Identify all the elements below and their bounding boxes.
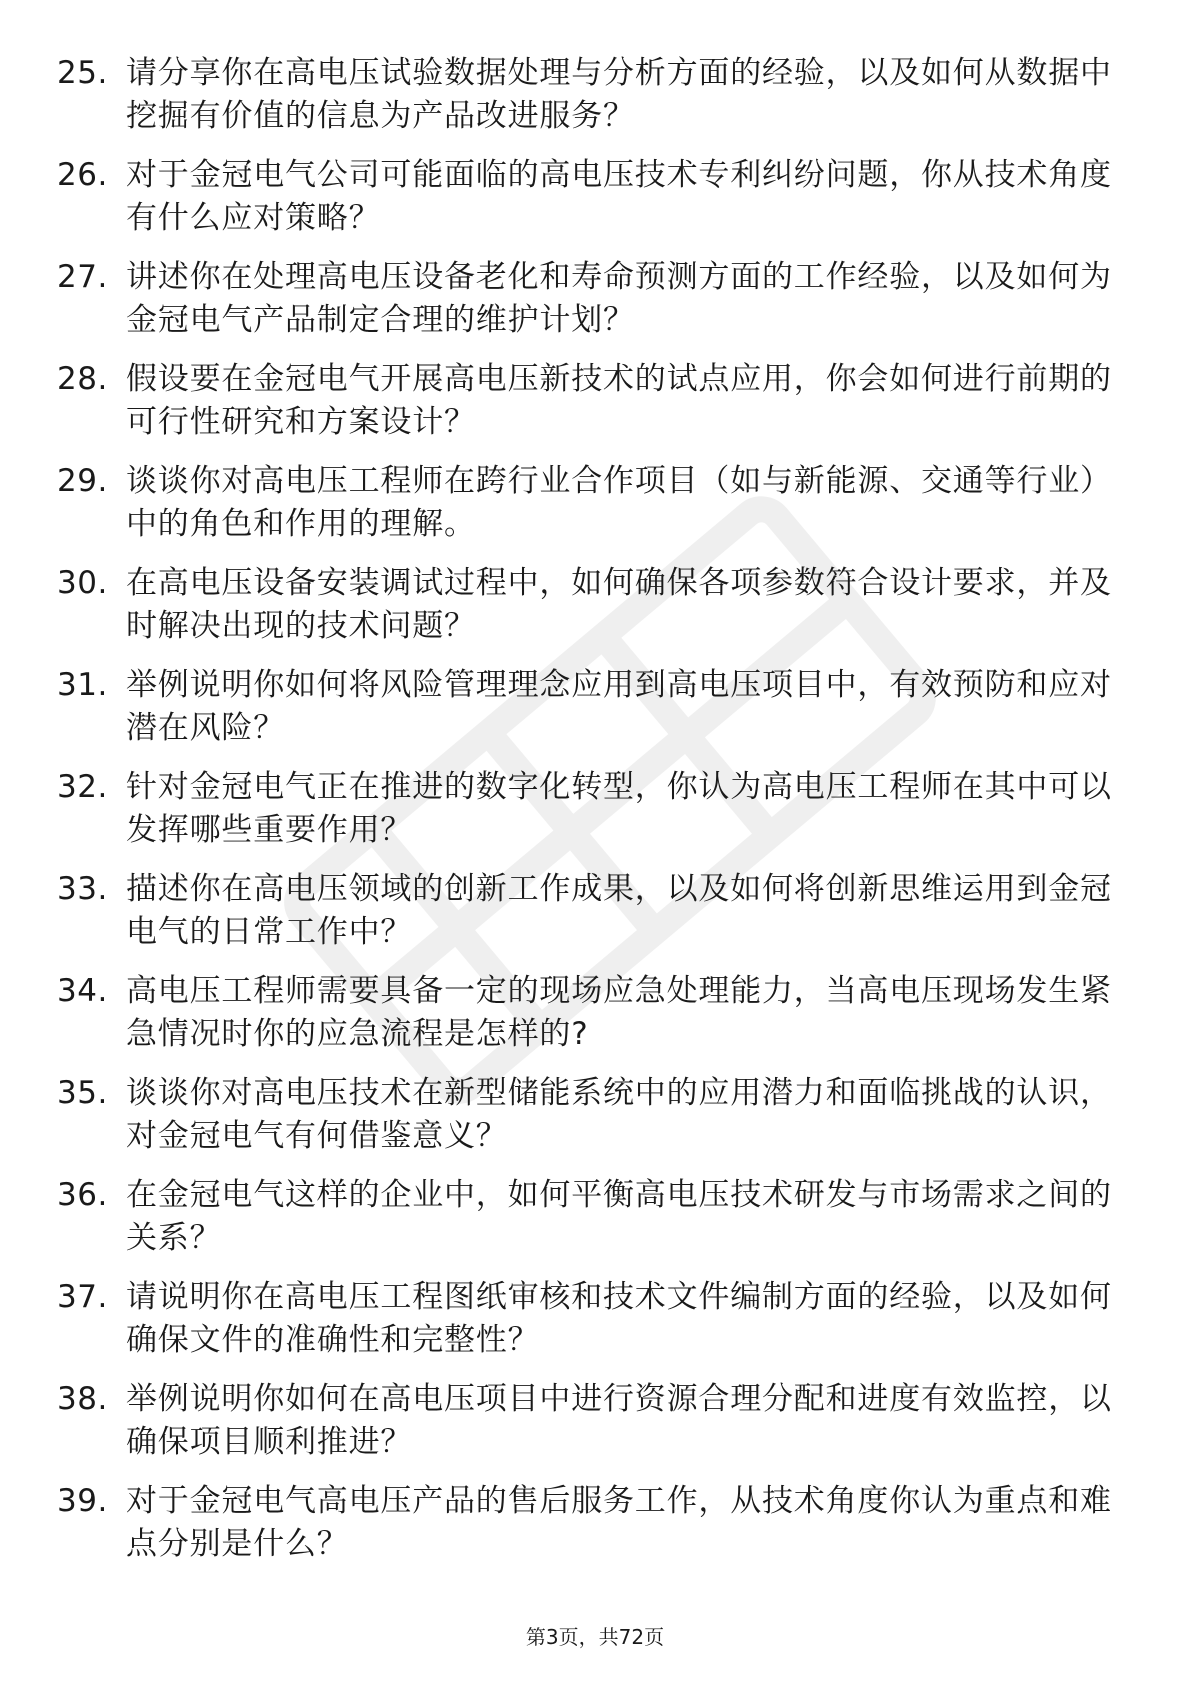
- question-number: 37.: [57, 1279, 108, 1315]
- question-text: 请说明你在高电压工程图纸审核和技术文件编制方面的经验，以及如何确保文件的准确性和完整性？: [126, 1279, 1112, 1358]
- question-number: 25.: [57, 55, 108, 91]
- question-number: 39.: [57, 1483, 108, 1519]
- page-number-label: 第3页，共72页: [525, 1625, 665, 1649]
- question-item: [57, 562, 1127, 648]
- question-list: [57, 52, 1127, 1582]
- question-text: 高电压工程师需要具备一定的现场应急处理能力，当高电压现场发生紧急情况时你的应急流程是怎样的?: [126, 973, 1112, 1052]
- question-number: 31.: [57, 667, 108, 703]
- question-item: [57, 1174, 1127, 1260]
- question-text: 假设要在金冠电气开展高电压新技术的试点应用，你会如何进行前期的可行性研究和方案设计？: [126, 361, 1112, 440]
- question-text: 举例说明你如何在高电压项目中进行资源合理分配和进度有效监控，以确保项目顺利推进？: [126, 1381, 1112, 1460]
- question-text: 在金冠电气这样的企业中，如何平衡高电压技术研发与市场需求之间的关系？: [126, 1177, 1112, 1256]
- question-number: 30.: [57, 565, 108, 601]
- question-number: 34.: [57, 973, 108, 1009]
- question-text: 讲述你在处理高电压设备老化和寿命预测方面的工作经验，以及如何为金冠电气产品制定合理的维护计划？: [126, 259, 1112, 338]
- question-number: 38.: [57, 1381, 108, 1417]
- question-number: 26.: [57, 157, 108, 193]
- question-text: 举例说明你如何将风险管理理念应用到高电压项目中，有效预防和应对潜在风险？: [126, 667, 1112, 746]
- question-item: [57, 868, 1127, 954]
- question-number: 32.: [57, 769, 108, 805]
- question-text: 谈谈你对高电压技术在新型储能系统中的应用潜力和面临挑战的认识，对金冠电气有何借鉴意义？: [126, 1075, 1112, 1154]
- question-item: [57, 1378, 1127, 1464]
- question-text: 描述你在高电压领域的创新工作成果，以及如何将创新思维运用到金冠电气的日常工作中？: [126, 871, 1112, 950]
- question-item: [57, 52, 1127, 138]
- question-item: [57, 1276, 1127, 1362]
- question-item: [57, 1072, 1127, 1158]
- question-item: [57, 664, 1127, 750]
- question-item: [57, 460, 1127, 546]
- question-text: 针对金冠电气正在推进的数字化转型，你认为高电压工程师在其中可以发挥哪些重要作用？: [126, 769, 1112, 848]
- question-number: 29.: [57, 463, 108, 499]
- question-number: 33.: [57, 871, 108, 907]
- question-item: [57, 154, 1127, 240]
- question-item: [57, 970, 1127, 1056]
- question-text: 在高电压设备安装调试过程中，如何确保各项参数符合设计要求，并及时解决出现的技术问题？: [126, 565, 1112, 644]
- page-footer: [0, 1624, 1190, 1650]
- question-text: 对于金冠电气公司可能面临的高电压技术专利纠纷问题，你从技术角度有什么应对策略？: [126, 157, 1112, 236]
- question-number: 35.: [57, 1075, 108, 1111]
- question-number: 28.: [57, 361, 108, 397]
- question-text: 对于金冠电气高电压产品的售后服务工作，从技术角度你认为重点和难点分别是什么？: [126, 1483, 1112, 1562]
- question-number: 36.: [57, 1177, 108, 1213]
- question-item: [57, 358, 1127, 444]
- question-item: [57, 766, 1127, 852]
- question-number: 27.: [57, 259, 108, 295]
- question-text: 请分享你在高电压试验数据处理与分析方面的经验，以及如何从数据中挖掘有价值的信息为产品改进服务？: [126, 55, 1112, 134]
- question-text: 谈谈你对高电压工程师在跨行业合作项目（如与新能源、交通等行业）中的角色和作用的理解。: [126, 463, 1112, 542]
- question-item: [57, 1480, 1127, 1566]
- question-item: [57, 256, 1127, 342]
